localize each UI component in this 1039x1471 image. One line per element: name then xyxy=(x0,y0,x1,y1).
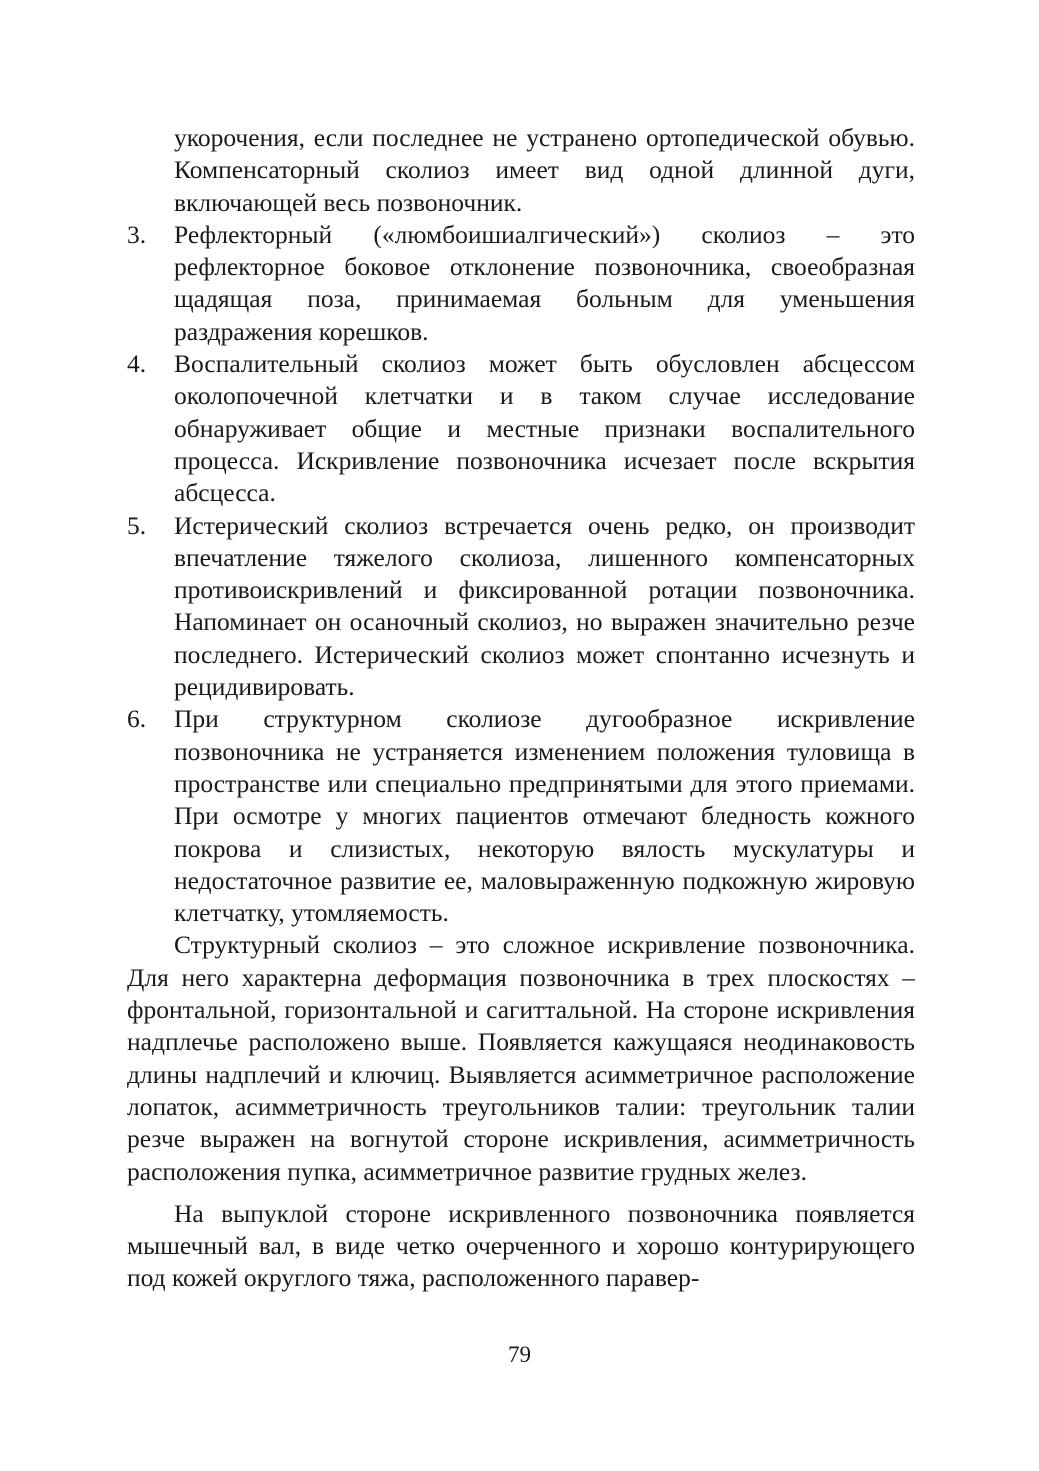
page-body xyxy=(127,122,915,1295)
list-item-text: Истерический сколиоз встречается очень редко, он производит впечатление тяжелого сколиоза, лишенного компенсаторных противоискривлений и фиксированной ротации позвоночника. Напоминает он осаночный сколиоз, но выражен значительно резче последнего. Истерический сколиоз может спонтанно исчезнуть и рецидивировать. xyxy=(174,510,915,702)
list-item-number: 5. xyxy=(127,510,147,540)
list-item-text: Воспалительный сколиоз может быть обусловлен абсцессом околопочечной клетчатки и в таком случае исследование обнаруживает общие и местные признаки воспалительного процесса. Искривление позвоночника исчезает после вскрытия абсцесса. xyxy=(174,349,915,508)
page-number: 79 xyxy=(508,1342,531,1367)
list-item-text: При структурном сколиозе дугообразное искривление позвоночника не устраняется изменением положения туловища в пространстве или специально предпринятыми для этого приемами. При осмотре у многих пациентов отмечают бледность кожного покрова и слизистых, некоторую вялость мускулатуры и недостаточное развитие ее, маловыраженную подкожную жировую клетчатку, утомляемость. xyxy=(174,704,915,928)
list-item xyxy=(127,219,915,348)
list-item-number: 3. xyxy=(127,219,147,249)
body-paragraph: На выпуклой стороне искривленного позвоночника появляется мышечный вал, в виде четко очерченного и хорошо контурирующего под кожей округлого тяжа, расположенного паравер- xyxy=(127,1198,915,1293)
list-item xyxy=(127,510,915,704)
list-item-number: 4. xyxy=(127,349,147,379)
list-item xyxy=(127,703,915,929)
body-paragraph: Структурный сколиоз – это сложное искривление позвоночника. Для него характерна деформация позвоночника в трех плоскостях – фронтальной, горизонтальной и сагиттальной. На стороне искривления надплечье расположено выше. Появляется кажущаяся неодинаковость длины надплечий и ключиц. Выявляется асимметричное расположение лопаток, асимметричность треугольников талии: треугольник талии резче выражен на вогнутой стороне искривления, асимметричность расположения пупка, асимметричное развитие грудных желез. xyxy=(127,930,915,1186)
list-item-number: 6. xyxy=(127,704,147,734)
list-item-text: Рефлекторный («люмбоишиалгический») сколиоз – это рефлекторное боковое отклонение позвоночника, своеобразная щадящая поза, принимаемая больным для уменьшения раздражения корешков. xyxy=(174,219,915,346)
list-item xyxy=(127,348,915,509)
continuation-paragraph: укорочения, если последнее не устранено ортопедической обувью. Компенсаторный сколиоз имеет вид одной длинной дуги, включающей весь позвоночник. xyxy=(174,123,915,217)
